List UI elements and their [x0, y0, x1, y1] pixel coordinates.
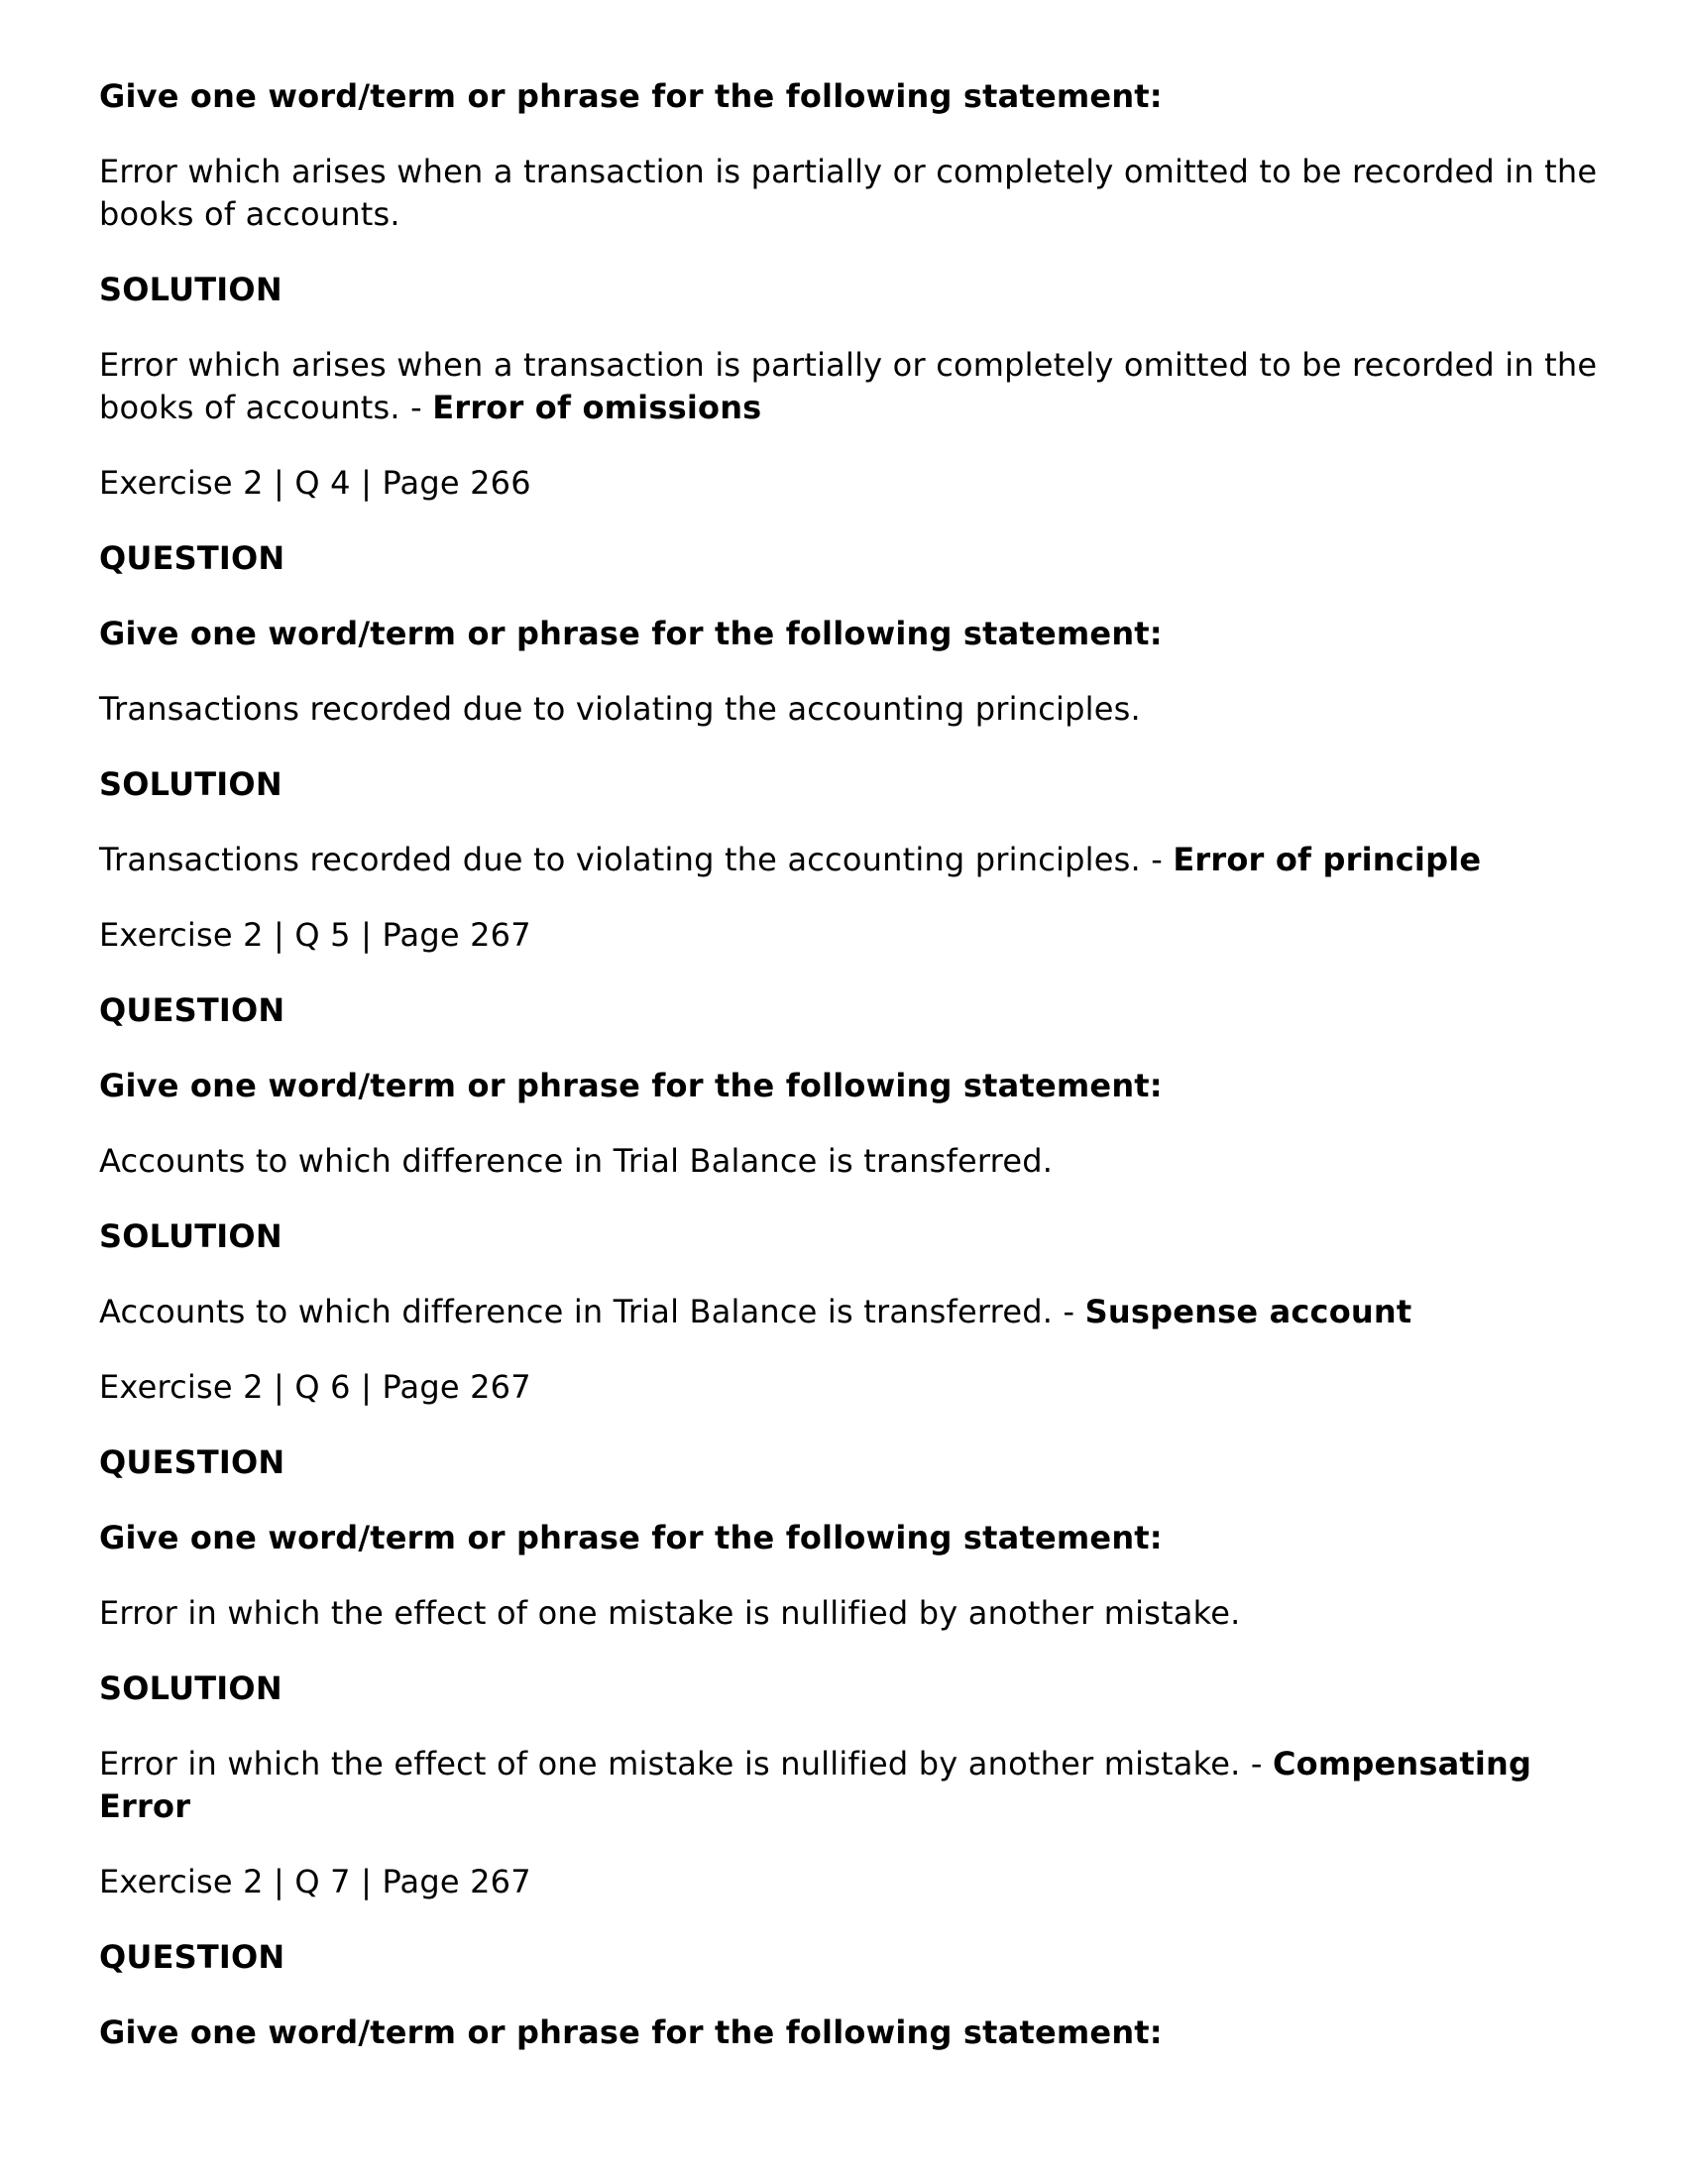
solution-text — [99, 1743, 1606, 1828]
question-statement: Transactions recorded due to violating the accounting principles. — [99, 690, 1141, 728]
question-heading: Give one word/term or phrase for the following statement: — [99, 2013, 1163, 2051]
solution-label: SOLUTION — [99, 765, 282, 803]
solution-statement: Transactions recorded due to violating the accounting principles. - — [99, 841, 1174, 878]
solution-statement: Error in which the effect of one mistake is nullified by another mistake. - — [99, 1745, 1273, 1782]
question-statement: Error which arises when a transaction is partially or completely omitted to be recorded in the books of accounts. — [99, 153, 1598, 233]
question-label: QUESTION — [99, 539, 285, 577]
solution-answer: Compensating Error — [99, 1745, 1532, 1825]
solution-answer: Error of principle — [1173, 841, 1482, 878]
question-label: QUESTION — [99, 1443, 285, 1481]
solution-answer: Suspense account — [1084, 1293, 1412, 1330]
question-heading: Give one word/term or phrase for the following statement: — [99, 1519, 1163, 1556]
solution-statement: Error which arises when a transaction is partially or completely omitted to be recorded in the books of accounts. - — [99, 346, 1598, 426]
exercise-reference: Exercise 2 | Q 7 | Page 267 — [99, 1863, 531, 1900]
document-page — [99, 75, 1606, 2054]
question-statement: Error in which the effect of one mistake is nullified by another mistake. — [99, 1594, 1241, 1632]
question-heading: Give one word/term or phrase for the following statement: — [99, 1067, 1163, 1104]
question-statement: Accounts to which difference in Trial Balance is transferred. — [99, 1142, 1054, 1180]
solution-label: SOLUTION — [99, 1217, 282, 1255]
solution-text — [99, 1291, 1606, 1333]
solution-statement: Accounts to which difference in Trial Balance is transferred. - — [99, 1293, 1085, 1330]
exercise-reference: Exercise 2 | Q 5 | Page 267 — [99, 916, 531, 954]
exercise-reference: Exercise 2 | Q 6 | Page 267 — [99, 1368, 531, 1406]
question-heading: Give one word/term or phrase for the following statement: — [99, 77, 1163, 115]
question-label: QUESTION — [99, 991, 285, 1029]
solution-answer: Error of omissions — [432, 389, 762, 426]
exercise-reference: Exercise 2 | Q 4 | Page 266 — [99, 464, 531, 502]
solution-text — [99, 344, 1606, 429]
solution-label: SOLUTION — [99, 1669, 282, 1707]
solution-text — [99, 839, 1606, 881]
question-heading: Give one word/term or phrase for the following statement: — [99, 615, 1163, 652]
question-label: QUESTION — [99, 1938, 285, 1976]
solution-label: SOLUTION — [99, 271, 282, 308]
